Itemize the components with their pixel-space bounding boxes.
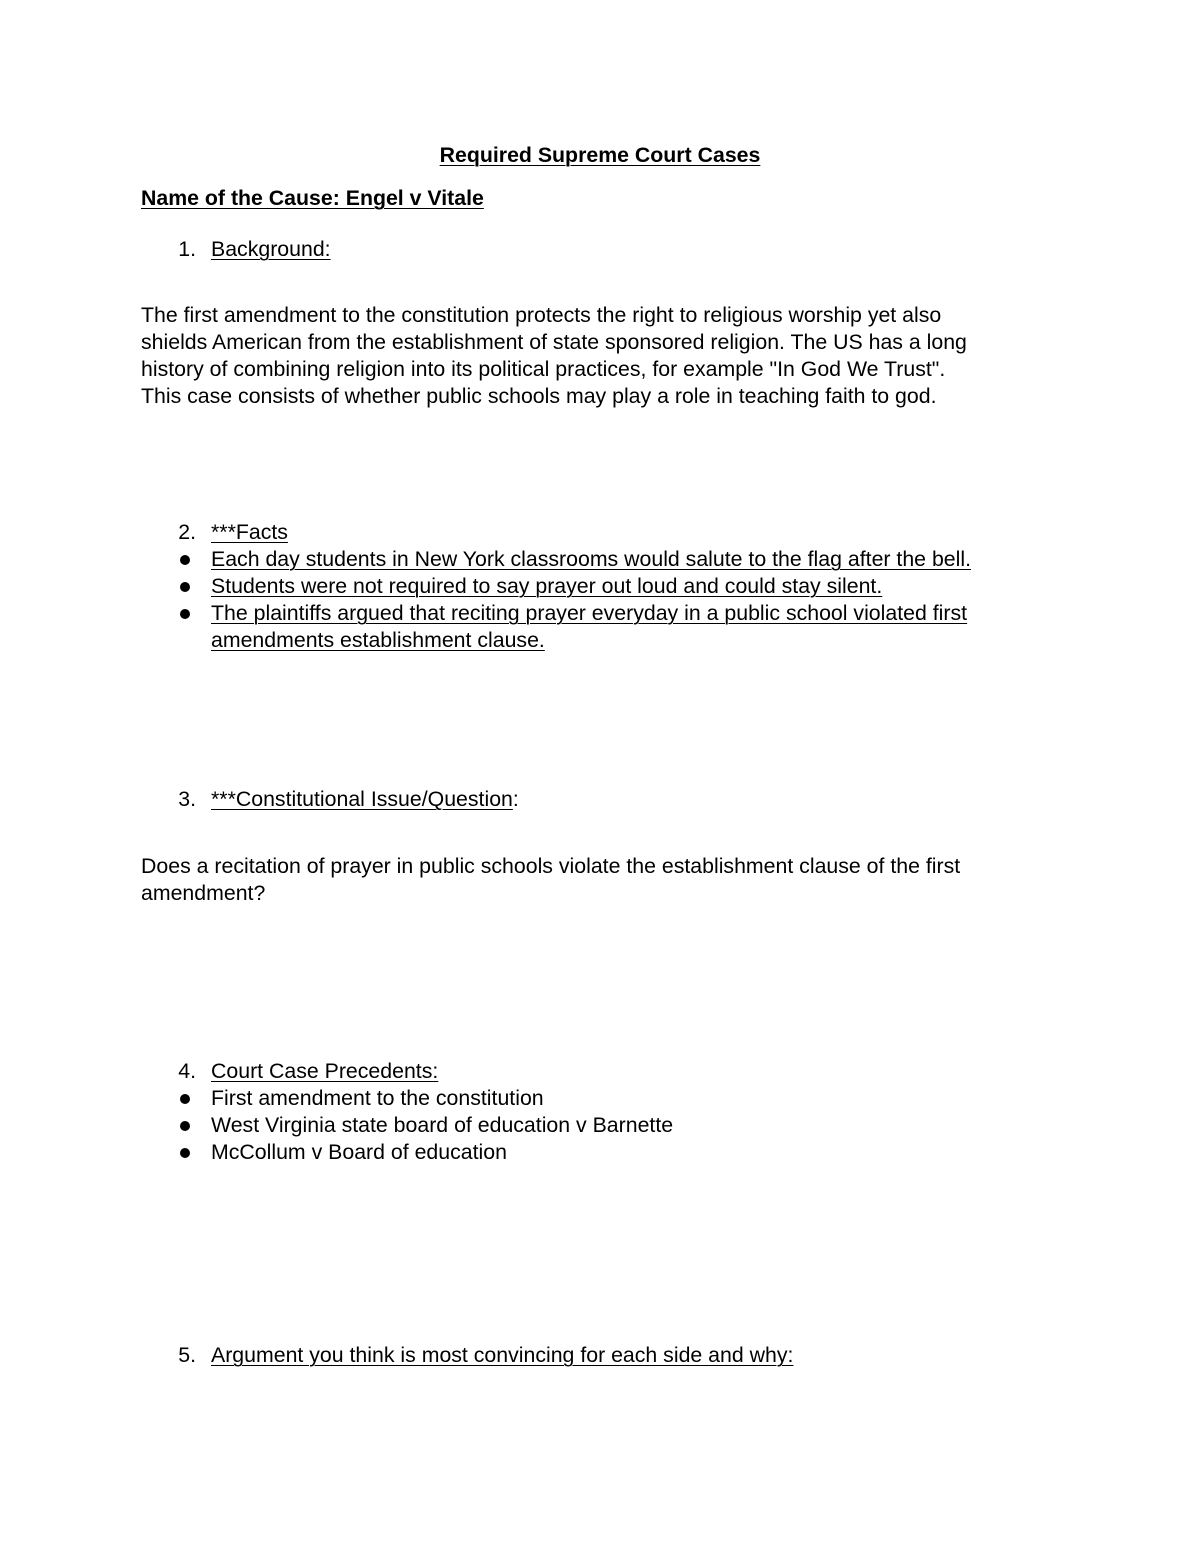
document-title: Required Supreme Court Cases xyxy=(439,143,761,167)
section-heading: Court Case Precedents: xyxy=(211,1059,439,1083)
list-item: Each day students in New York classrooms would salute to the flag after the bell. xyxy=(211,547,972,571)
paragraph-line: history of combining religion into its political practices, for example "In God We Trust". xyxy=(141,357,946,381)
bullet-dot xyxy=(180,1121,190,1131)
section-heading: Background: xyxy=(211,237,331,261)
paragraph-line: The first amendment to the constitution protects the right to religious worship yet also xyxy=(141,303,942,327)
heading-suffix: : xyxy=(512,787,519,811)
list-item: West Virginia state board of education v Barnette xyxy=(211,1113,674,1137)
case-name: Name of the Cause: Engel v Vitale xyxy=(141,186,484,210)
section-number: 5. xyxy=(178,1343,196,1367)
paragraph-line: amendment? xyxy=(141,881,266,905)
section-number: 3. xyxy=(178,787,196,811)
paragraph-line: This case consists of whether public schools may play a role in teaching faith to god. xyxy=(141,384,937,408)
paragraph-line: shields American from the establishment of state sponsored religion. The US has a long xyxy=(141,330,967,354)
bullet-dot xyxy=(180,555,190,565)
section-number: 4. xyxy=(178,1059,196,1083)
section-number: 2. xyxy=(178,520,196,544)
section-heading: ***Facts xyxy=(211,520,288,544)
bullet-dot xyxy=(180,582,190,592)
paragraph-line: Does a recitation of prayer in public schools violate the establishment clause of the first xyxy=(141,854,961,878)
list-item-continuation: amendments establishment clause. xyxy=(211,628,545,652)
section-heading: ***Constitutional Issue/Question xyxy=(211,787,513,811)
list-item: The plaintiffs argued that reciting prayer everyday in a public school violated first xyxy=(211,601,968,625)
list-item: First amendment to the constitution xyxy=(211,1086,544,1110)
section-heading: Argument you think is most convincing for each side and why: xyxy=(211,1343,794,1367)
list-item: Students were not required to say prayer out loud and could stay silent. xyxy=(211,574,883,598)
section-number: 1. xyxy=(178,237,196,261)
section-heading-wrap xyxy=(211,786,519,813)
bullet-dot xyxy=(180,1094,190,1104)
list-item: McCollum v Board of education xyxy=(211,1140,507,1164)
bullet-dot xyxy=(180,1148,190,1158)
bullet-dot xyxy=(180,609,190,619)
